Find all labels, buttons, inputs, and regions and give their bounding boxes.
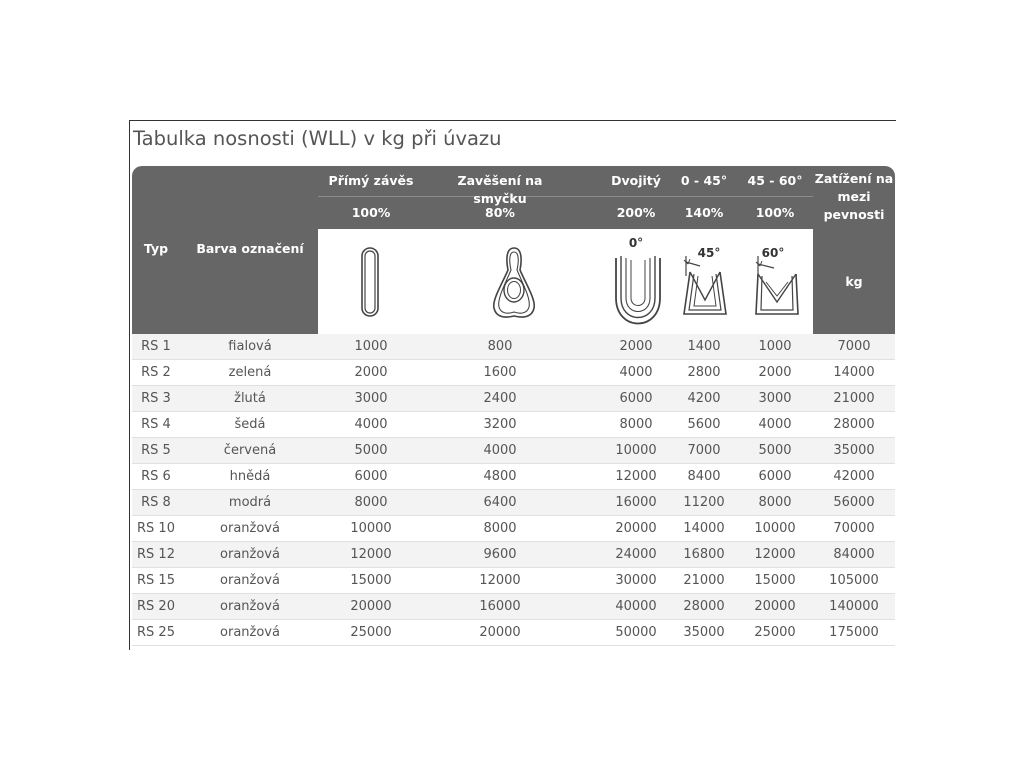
cell-primy: 12000 xyxy=(350,547,392,562)
cell-barva: oranžová xyxy=(220,599,280,614)
cell-smycka: 3200 xyxy=(483,417,517,432)
cell-dvojity: 10000 xyxy=(615,443,657,458)
cell-45-60: 15000 xyxy=(754,573,796,588)
cell-smycka: 4800 xyxy=(483,469,517,484)
table-row xyxy=(132,542,895,568)
cell-45-60: 4000 xyxy=(758,417,792,432)
table-row xyxy=(132,334,895,360)
pct-primy: 100% xyxy=(351,205,391,220)
table-row xyxy=(132,490,895,516)
cell-dvojity: 40000 xyxy=(615,599,657,614)
cell-barva: oranžová xyxy=(220,573,280,588)
cell-barva: hnědá xyxy=(229,469,271,484)
cell-zatizeni: 105000 xyxy=(829,573,879,588)
cell-45-60: 25000 xyxy=(754,625,796,640)
cell-zatizeni: 175000 xyxy=(829,625,879,640)
cell-typ: RS 8 xyxy=(141,495,171,510)
page-title: Tabulka nosnosti (WLL) v kg při úvazu xyxy=(133,127,502,150)
cell-smycka: 6400 xyxy=(483,495,517,510)
cell-barva: zelená xyxy=(228,365,272,380)
cell-dvojity: 16000 xyxy=(615,495,657,510)
cell-primy: 10000 xyxy=(350,521,392,536)
cell-primy: 8000 xyxy=(354,495,388,510)
cell-45-60: 5000 xyxy=(758,443,792,458)
cell-0-45: 28000 xyxy=(683,599,725,614)
cell-typ: RS 5 xyxy=(141,443,171,458)
cell-zatizeni: 7000 xyxy=(837,339,871,354)
cell-primy: 2000 xyxy=(354,365,388,380)
header-0-45: 0 - 45° xyxy=(680,173,728,188)
cell-0-45: 8400 xyxy=(687,469,721,484)
cell-zatizeni: 84000 xyxy=(833,547,875,562)
cell-typ: RS 1 xyxy=(141,339,171,354)
cell-barva: šedá xyxy=(234,417,266,432)
cell-typ: RS 12 xyxy=(137,547,175,562)
cell-0-45: 14000 xyxy=(683,521,725,536)
cell-zatizeni: 42000 xyxy=(833,469,875,484)
cell-zatizeni: 56000 xyxy=(833,495,875,510)
table-body xyxy=(132,334,895,646)
cell-barva: modrá xyxy=(228,495,272,510)
frame-top-border xyxy=(130,120,896,121)
cell-0-45: 7000 xyxy=(687,443,721,458)
header-45-60: 45 - 60° xyxy=(747,173,803,188)
cell-45-60: 3000 xyxy=(758,391,792,406)
unit-kg: kg xyxy=(845,274,863,289)
cell-barva: fialová xyxy=(228,339,272,354)
cell-dvojity: 2000 xyxy=(619,339,653,354)
cell-barva: červená xyxy=(223,443,277,458)
pct-45-60: 100% xyxy=(755,205,795,220)
cell-45-60: 10000 xyxy=(754,521,796,536)
cell-smycka: 800 xyxy=(487,339,513,354)
cell-smycka: 12000 xyxy=(479,573,521,588)
table-row xyxy=(132,620,895,646)
cell-primy: 5000 xyxy=(354,443,388,458)
cell-dvojity: 4000 xyxy=(619,365,653,380)
basket-60-icon xyxy=(752,252,802,322)
cell-0-45: 16800 xyxy=(683,547,725,562)
table-row xyxy=(132,516,895,542)
choke-sling-icon xyxy=(490,244,538,322)
cell-zatizeni: 35000 xyxy=(833,443,875,458)
cell-smycka: 8000 xyxy=(483,521,517,536)
cell-dvojity: 20000 xyxy=(615,521,657,536)
cell-45-60: 20000 xyxy=(754,599,796,614)
table-row xyxy=(132,438,895,464)
cell-typ: RS 2 xyxy=(141,365,171,380)
cell-dvojity: 6000 xyxy=(619,391,653,406)
header-zatizeni: Zatížení na mezi pevnosti xyxy=(814,171,894,222)
cell-smycka: 16000 xyxy=(479,599,521,614)
cell-zatizeni: 14000 xyxy=(833,365,875,380)
header-primy-zaves: Přímý závěs xyxy=(328,173,414,188)
header-zaveseni-na-smycku: Zavěšení na smyčku xyxy=(457,173,543,206)
cell-45-60: 1000 xyxy=(758,339,792,354)
cell-dvojity: 50000 xyxy=(615,625,657,640)
header-barva: Barva označení xyxy=(196,241,304,256)
table-row xyxy=(132,568,895,594)
table-row xyxy=(132,412,895,438)
table-row xyxy=(132,386,895,412)
cell-45-60: 6000 xyxy=(758,469,792,484)
table-row xyxy=(132,360,895,386)
cell-dvojity: 24000 xyxy=(615,547,657,562)
cell-zatizeni: 28000 xyxy=(833,417,875,432)
cell-zatizeni: 21000 xyxy=(833,391,875,406)
cell-smycka: 20000 xyxy=(479,625,521,640)
cell-barva: oranžová xyxy=(220,521,280,536)
cell-typ: RS 4 xyxy=(141,417,171,432)
pictogram-strip xyxy=(318,229,813,334)
header-dvojity: Dvojitý xyxy=(611,173,661,188)
cell-primy: 15000 xyxy=(350,573,392,588)
cell-zatizeni: 70000 xyxy=(833,521,875,536)
pct-dvojity: 200% xyxy=(616,205,656,220)
straight-sling-icon xyxy=(360,246,382,320)
cell-0-45: 2800 xyxy=(687,365,721,380)
cell-0-45: 21000 xyxy=(683,573,725,588)
cell-0-45: 4200 xyxy=(687,391,721,406)
table-row xyxy=(132,594,895,620)
angle-45-label: 45° xyxy=(697,246,721,260)
cell-barva: oranžová xyxy=(220,625,280,640)
cell-0-45: 35000 xyxy=(683,625,725,640)
cell-0-45: 1400 xyxy=(687,339,721,354)
cell-zatizeni: 140000 xyxy=(829,599,879,614)
cell-primy: 25000 xyxy=(350,625,392,640)
cell-smycka: 9600 xyxy=(483,547,517,562)
table-row xyxy=(132,464,895,490)
basket-45-icon xyxy=(680,252,730,322)
cell-45-60: 12000 xyxy=(754,547,796,562)
cell-typ: RS 10 xyxy=(137,521,175,536)
table-header xyxy=(132,166,895,334)
cell-primy: 20000 xyxy=(350,599,392,614)
cell-typ: RS 25 xyxy=(137,625,175,640)
cell-primy: 3000 xyxy=(354,391,388,406)
pct-0-45: 140% xyxy=(684,205,724,220)
cell-45-60: 2000 xyxy=(758,365,792,380)
cell-45-60: 8000 xyxy=(758,495,792,510)
pct-smycka: 80% xyxy=(485,205,515,220)
cell-typ: RS 20 xyxy=(137,599,175,614)
angle-60-label: 60° xyxy=(761,246,785,260)
cell-typ: RS 6 xyxy=(141,469,171,484)
cell-smycka: 4000 xyxy=(483,443,517,458)
cell-smycka: 1600 xyxy=(483,365,517,380)
cell-dvojity: 8000 xyxy=(619,417,653,432)
cell-dvojity: 30000 xyxy=(615,573,657,588)
frame-left-border xyxy=(129,120,130,650)
cell-0-45: 5600 xyxy=(687,417,721,432)
header-typ: Typ xyxy=(143,241,169,256)
cell-barva: oranžová xyxy=(220,547,280,562)
angle-0-label: 0° xyxy=(628,236,644,250)
cell-typ: RS 3 xyxy=(141,391,171,406)
cell-primy: 4000 xyxy=(354,417,388,432)
cell-0-45: 11200 xyxy=(683,495,725,510)
cell-smycka: 2400 xyxy=(483,391,517,406)
load-capacity-table xyxy=(132,166,895,646)
cell-primy: 6000 xyxy=(354,469,388,484)
cell-barva: žlutá xyxy=(234,391,266,406)
cell-dvojity: 12000 xyxy=(615,469,657,484)
cell-primy: 1000 xyxy=(354,339,388,354)
cell-typ: RS 15 xyxy=(137,573,175,588)
